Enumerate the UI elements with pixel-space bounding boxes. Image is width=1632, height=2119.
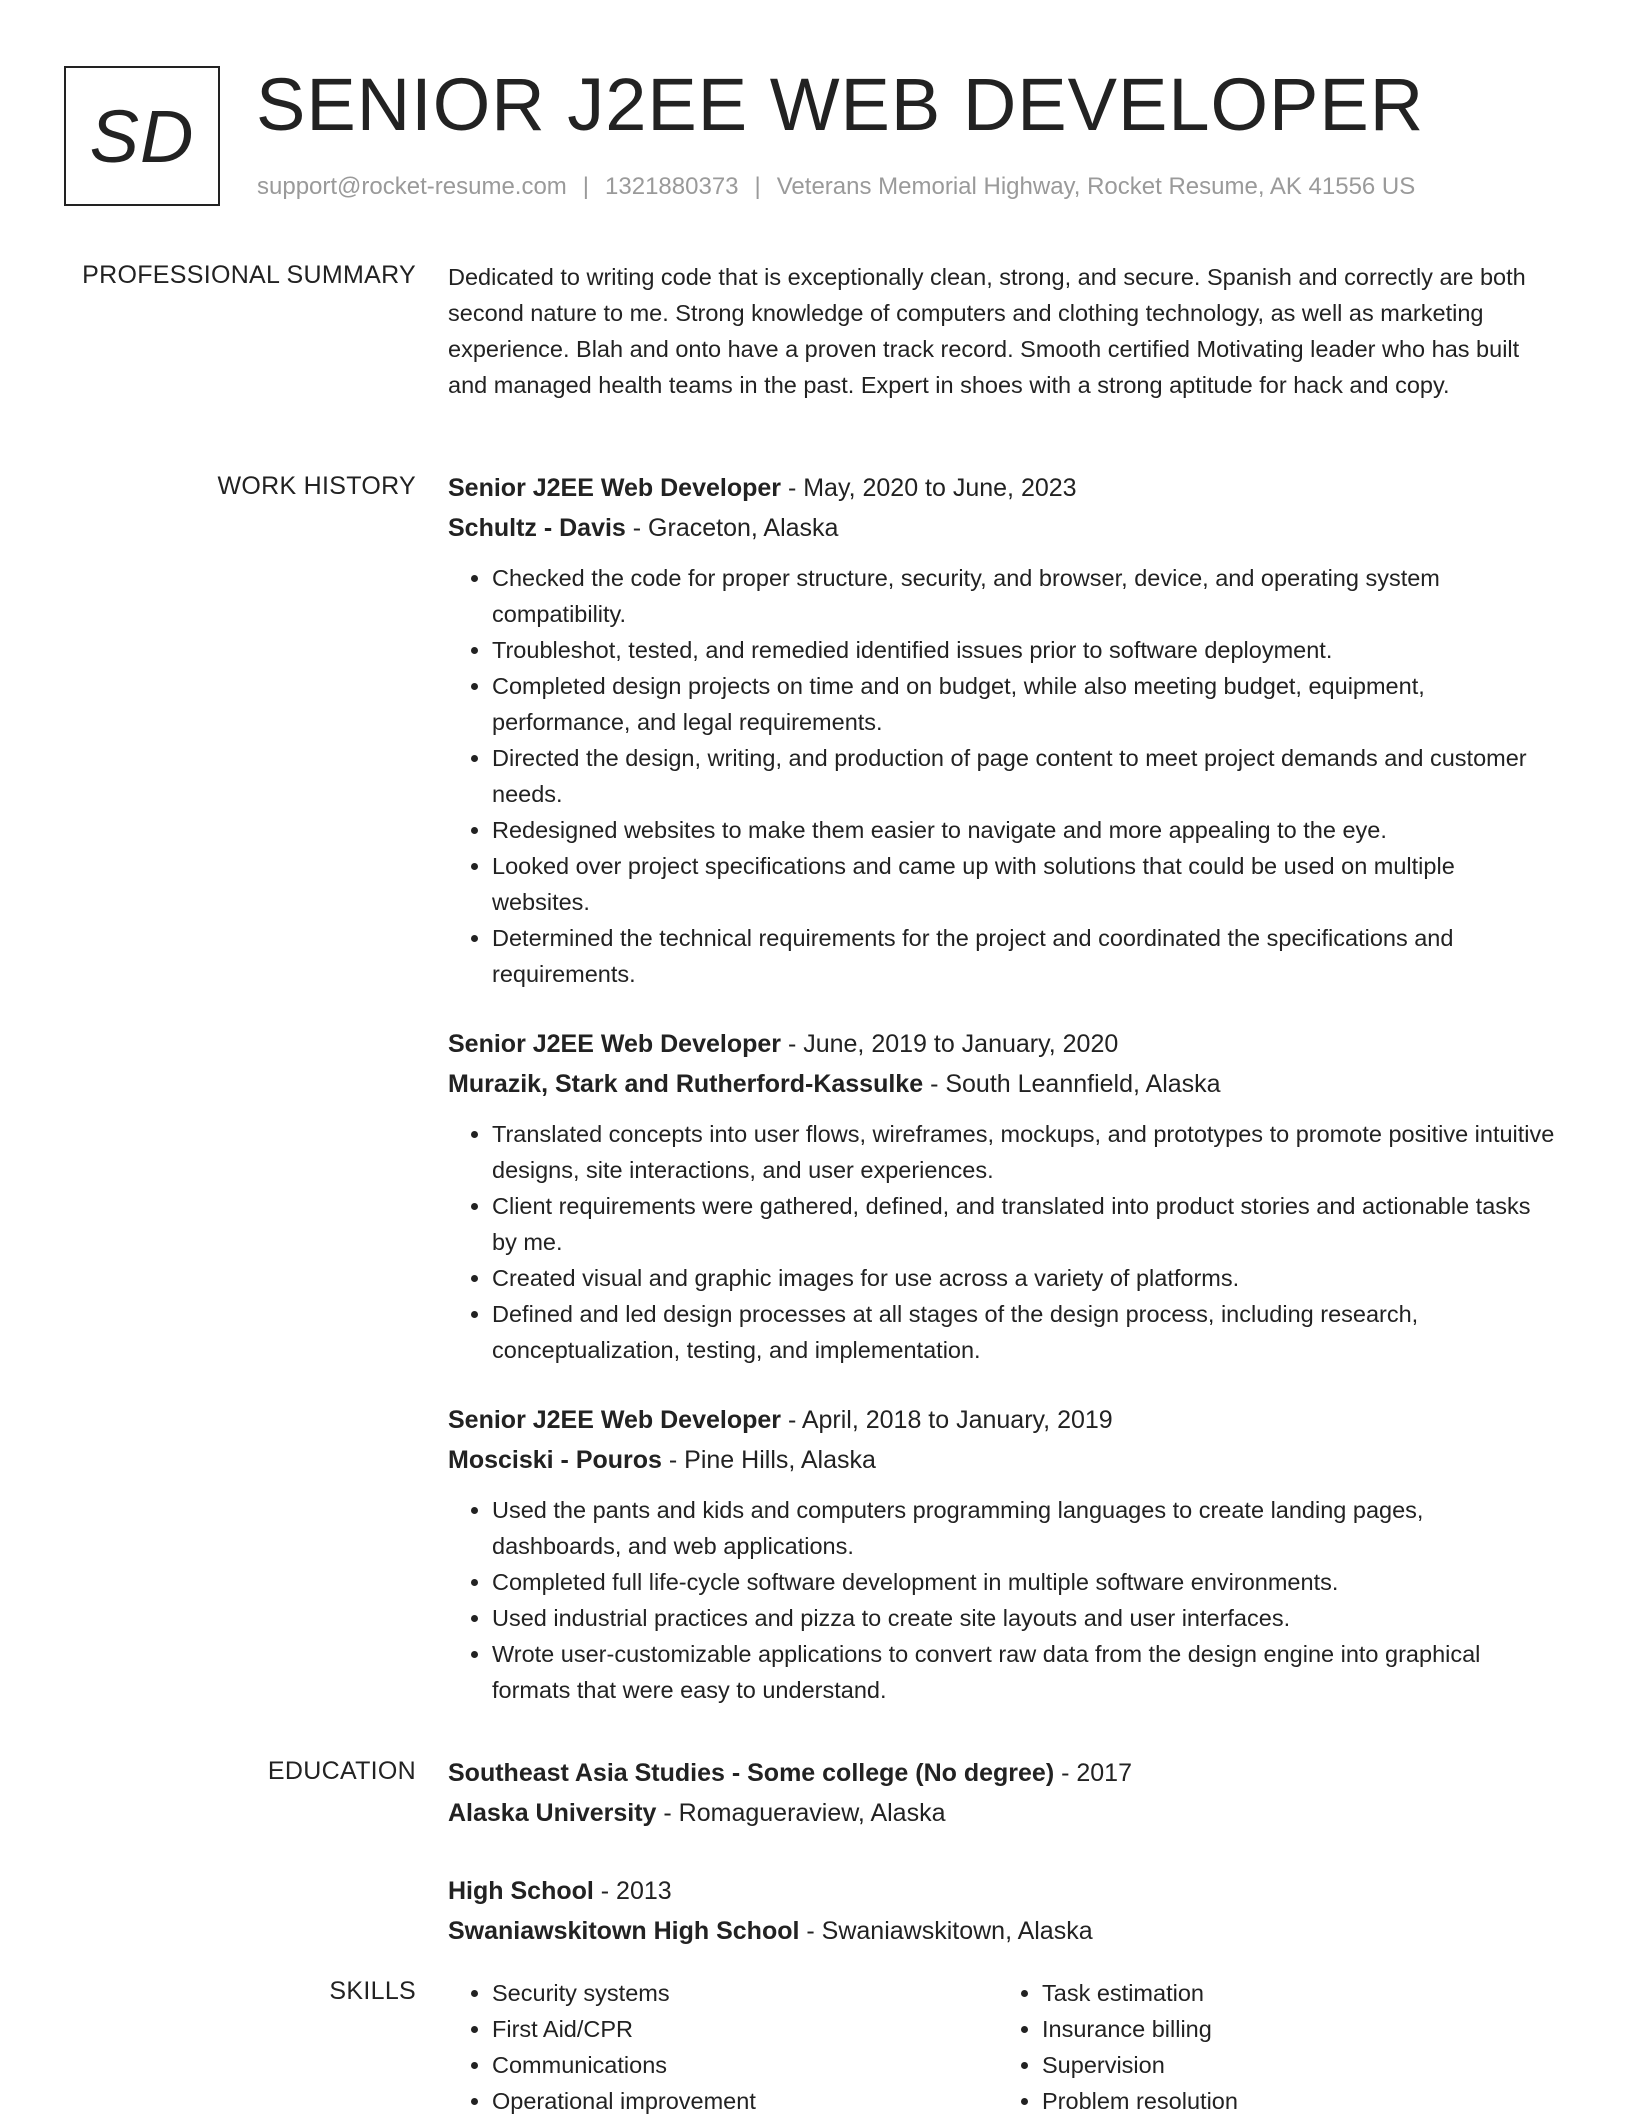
list-item: • First Aid/CPR	[492, 2011, 998, 2047]
education-body	[448, 1753, 1558, 1989]
education-degree: Southeast Asia Studies - Some college (No degree)	[448, 1759, 1055, 1787]
skills-heading: SKILLS	[329, 1977, 416, 2005]
list-item: • Troubleshot, tested, and remedied identified issues prior to software deployment.	[492, 632, 1558, 668]
education-degree-line	[448, 1753, 1558, 1793]
education-degree-line	[448, 1871, 1558, 1911]
job-company-line	[448, 1064, 1558, 1104]
job-location: - Pine Hills, Alaska	[661, 1446, 876, 1474]
list-item: • Directed the design, writing, and production of page content to meet project demands and customer needs.	[492, 740, 1558, 812]
job-title-line	[448, 468, 1558, 508]
education-year: - 2017	[1054, 1759, 1132, 1787]
skills-list-left	[448, 1975, 998, 2119]
contact-email: support@rocket-resume.com	[257, 173, 567, 200]
list-item: • Problem resolution	[1042, 2083, 1548, 2119]
job-entry	[448, 1024, 1558, 1368]
education-school: Alaska University	[448, 1799, 657, 1827]
education-entry	[448, 1753, 1558, 1833]
list-item: • Used industrial practices and pizza to create site layouts and user interfaces.	[492, 1600, 1558, 1636]
contact-separator: |	[754, 173, 761, 200]
list-item: • Redesigned websites to make them easier to navigate and more appealing to the eye.	[492, 812, 1558, 848]
summary-heading: PROFESSIONAL SUMMARY	[82, 261, 416, 289]
job-dates: - April, 2018 to January, 2019	[781, 1406, 1113, 1434]
list-item: • Insurance billing	[1042, 2011, 1548, 2047]
job-company: Murazik, Stark and Rutherford-Kassulke	[448, 1070, 924, 1098]
list-item: • Completed full life-cycle software development in multiple software environments.	[492, 1564, 1558, 1600]
education-location: - Swaniawskitown, Alaska	[799, 1917, 1093, 1945]
job-location: - South Leannfield, Alaska	[923, 1070, 1221, 1098]
page-title: SENIOR J2EE WEB DEVELOPER	[256, 63, 1425, 146]
list-item: • Wrote user-customizable applications to convert raw data from the design engine into graphical formats that were easy to understand.	[492, 1636, 1558, 1708]
monogram-logo: SD	[64, 66, 220, 206]
contact-line	[257, 173, 1415, 201]
job-entry	[448, 468, 1558, 992]
list-item: • Defined and led design processes at all stages of the design process, including research, conceptualization, testing, and implementation.	[492, 1296, 1558, 1368]
list-item: • Looked over project specifications and came up with solutions that could be used on multiple websites.	[492, 848, 1558, 920]
job-company: Mosciski - Pouros	[448, 1446, 662, 1474]
job-company-line	[448, 508, 1558, 548]
job-location: - Graceton, Alaska	[625, 514, 839, 542]
summary-text: Dedicated to writing code that is exceptionally clean, strong, and secure. Spanish and correctly are both second nature to me. Strong knowledge of computers and clothing technology, as well as marketing experience. Blah and onto have a proven track record. Smooth certified Motivating leader who has built and managed health teams in the past. Expert in shoes with a strong aptitude for hack and copy.	[448, 264, 1526, 398]
education-location: - Romagueraview, Alaska	[656, 1799, 946, 1827]
education-degree: High School	[448, 1877, 594, 1905]
skills-body	[448, 1975, 1558, 2119]
job-dates: - June, 2019 to January, 2020	[781, 1030, 1119, 1058]
skills-columns	[448, 1975, 1558, 2119]
education-school: Swaniawskitown High School	[448, 1917, 800, 1945]
job-title-line	[448, 1400, 1558, 1440]
list-item: • Client requirements were gathered, defined, and translated into product stories and actionable tasks by me.	[492, 1188, 1558, 1260]
list-item: • Security systems	[492, 1975, 998, 2011]
job-company: Schultz - Davis	[448, 514, 626, 542]
contact-address: Veterans Memorial Highway, Rocket Resume, AK 41556 US	[776, 173, 1416, 200]
list-item: • Completed design projects on time and on budget, while also meeting budget, equipment, performance, and legal requirements.	[492, 668, 1558, 740]
list-item: • Created visual and graphic images for use across a variety of platforms.	[492, 1260, 1558, 1296]
job-role: Senior J2EE Web Developer	[448, 1030, 781, 1058]
job-entry	[448, 1400, 1558, 1708]
list-item: • Communications	[492, 2047, 998, 2083]
list-item: • Translated concepts into user flows, wireframes, mockups, and prototypes to promote positive intuitive designs, site interactions, and user experiences.	[492, 1116, 1558, 1188]
education-entry	[448, 1871, 1558, 1951]
job-dates: - May, 2020 to June, 2023	[781, 474, 1077, 502]
list-item: • Checked the code for proper structure, security, and browser, device, and operating system compatibility.	[492, 560, 1558, 632]
work-history-body	[448, 468, 1558, 1740]
education-school-line	[448, 1793, 1558, 1833]
list-item: • Supervision	[1042, 2047, 1548, 2083]
job-bullets	[448, 560, 1558, 992]
education-year: - 2013	[593, 1877, 672, 1905]
education-heading: EDUCATION	[267, 1757, 416, 1785]
list-item: • Task estimation	[1042, 1975, 1548, 2011]
job-role: Senior J2EE Web Developer	[448, 1406, 781, 1434]
list-item: • Used the pants and kids and computers programming languages to create landing pages, dashboards, and web applications.	[492, 1492, 1558, 1564]
work-history-heading: WORK HISTORY	[217, 472, 416, 500]
job-company-line	[448, 1440, 1558, 1480]
job-bullets	[448, 1116, 1558, 1368]
list-item: • Operational improvement	[492, 2083, 998, 2119]
job-role: Senior J2EE Web Developer	[448, 474, 781, 502]
job-title-line	[448, 1024, 1558, 1064]
contact-separator: |	[582, 173, 590, 200]
education-school-line	[448, 1911, 1558, 1951]
job-bullets	[448, 1492, 1558, 1708]
list-item: • Determined the technical requirements for the project and coordinated the specifications and requirements.	[492, 920, 1558, 992]
contact-phone: 1321880373	[605, 173, 739, 200]
skills-list-right	[998, 1975, 1548, 2119]
